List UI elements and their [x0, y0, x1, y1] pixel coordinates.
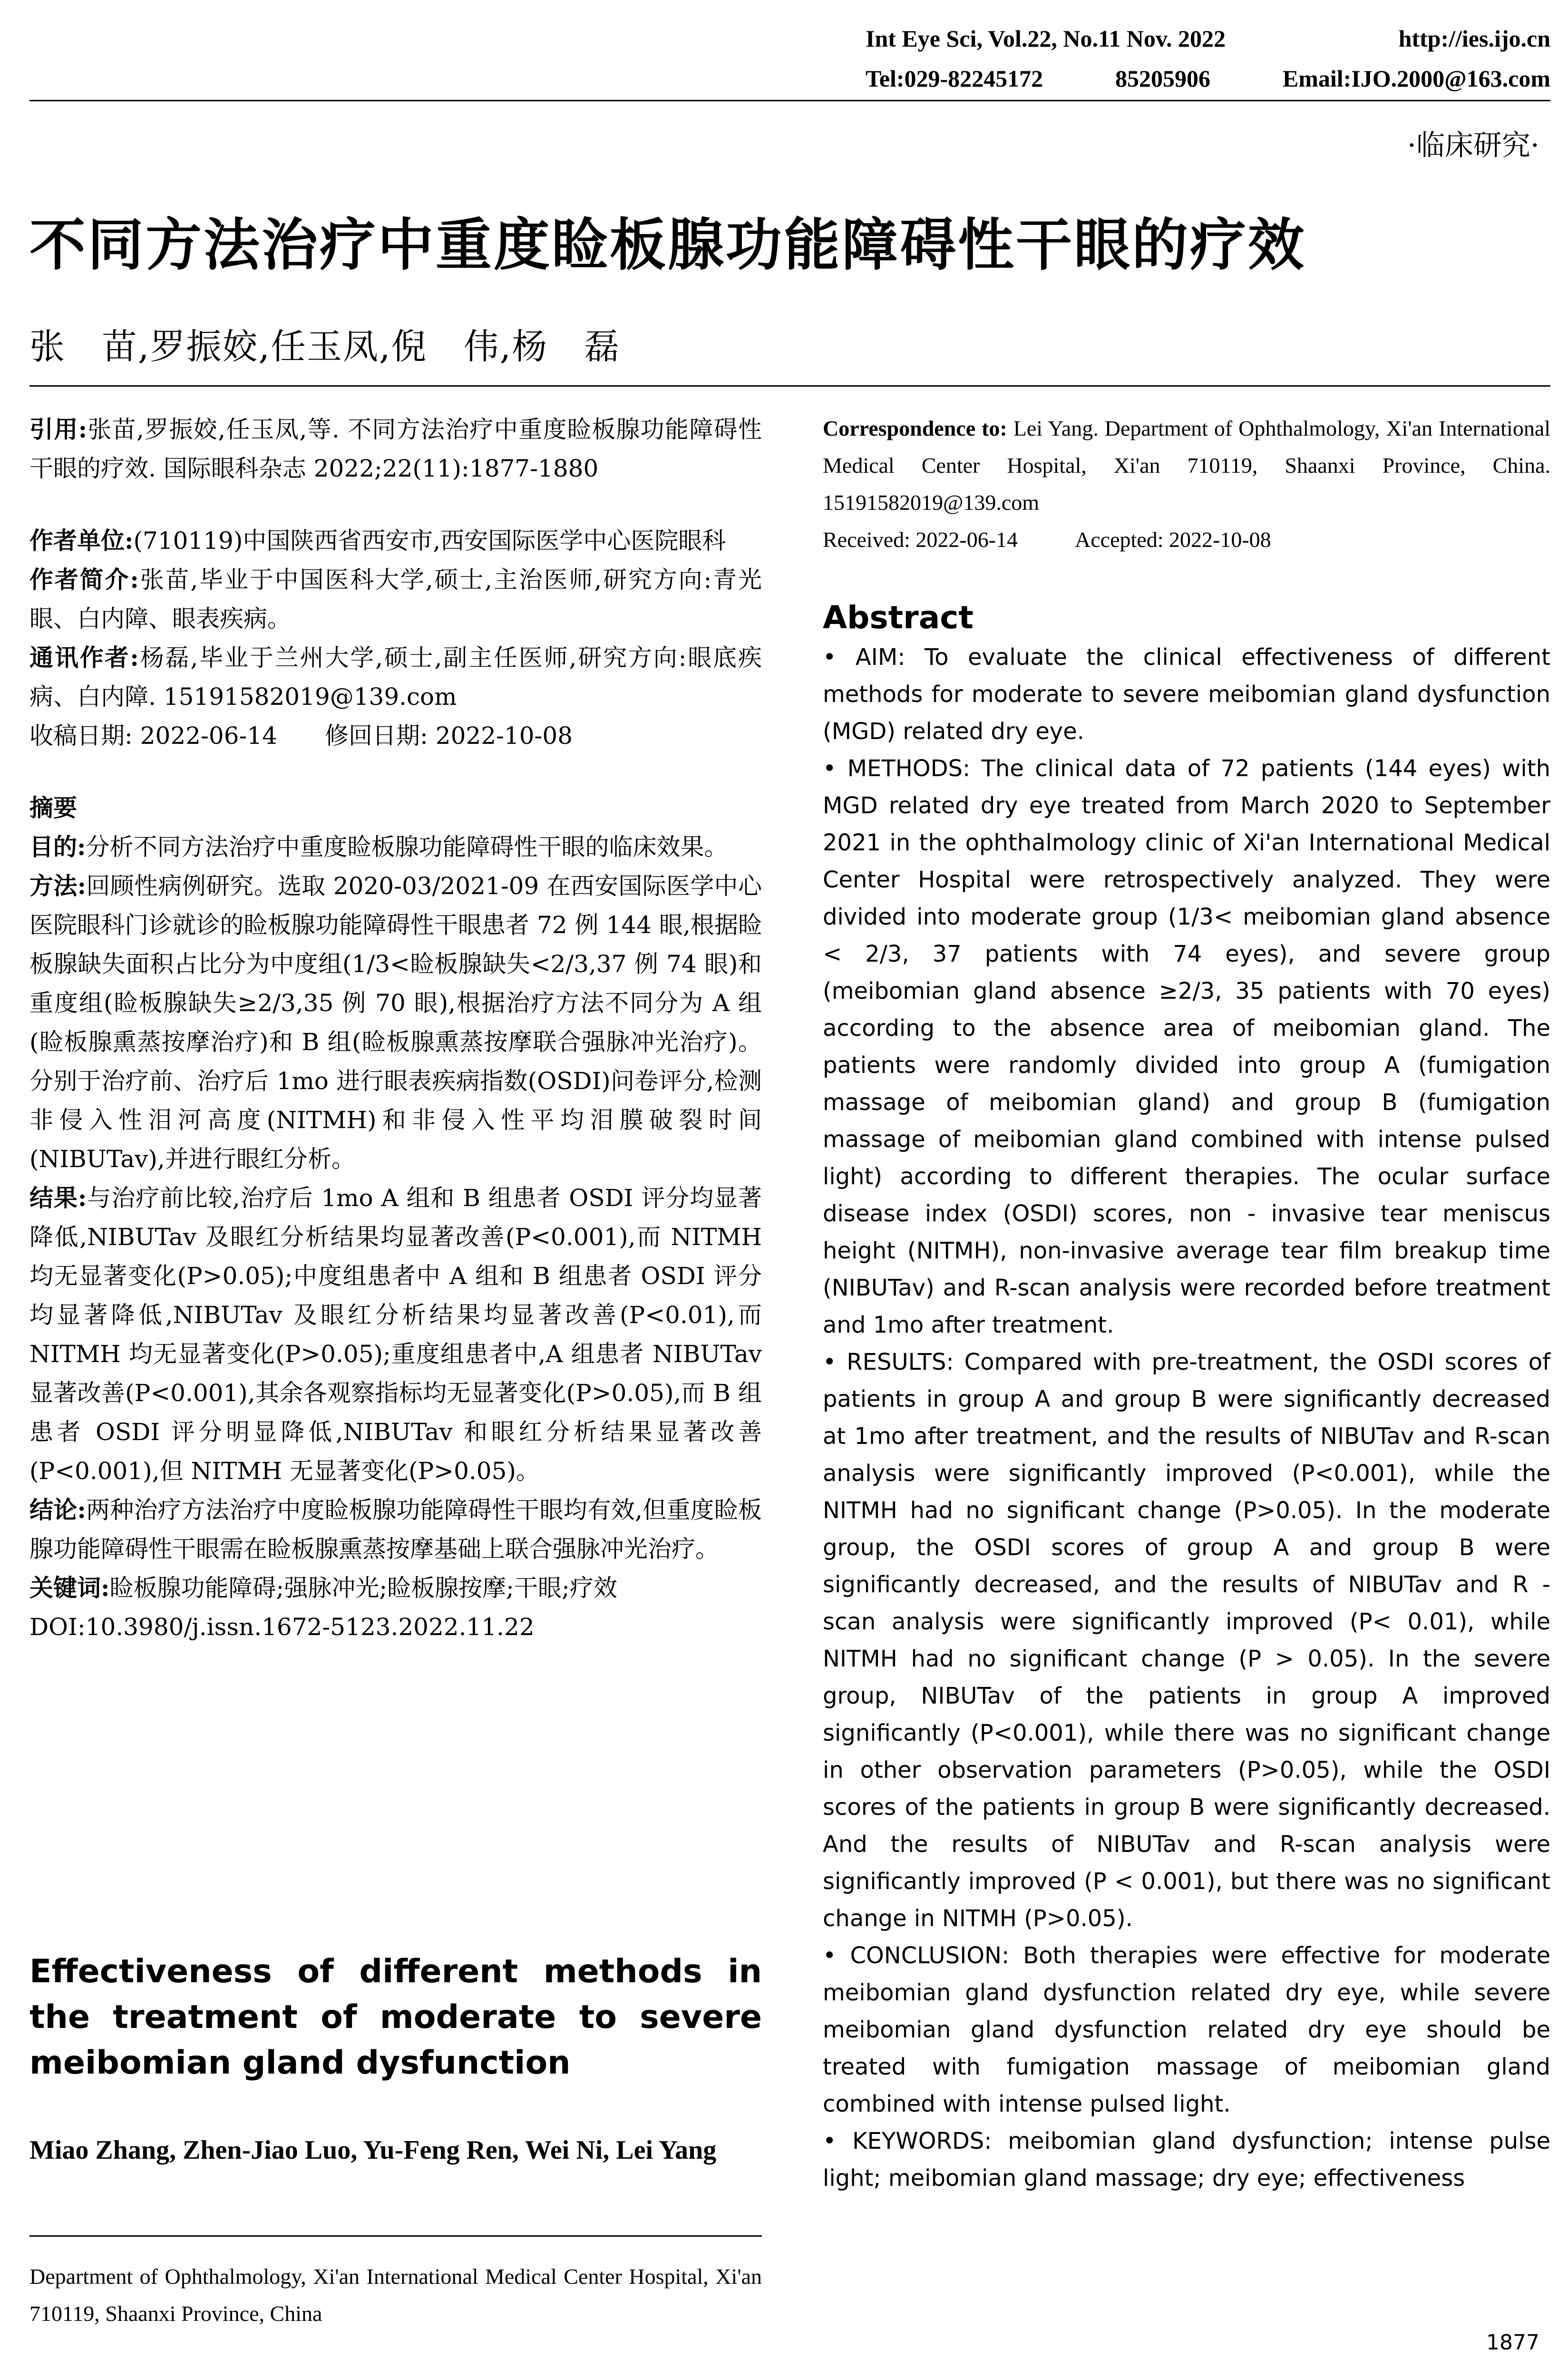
accepted-date: Accepted: 2022-10-08: [1075, 527, 1271, 552]
conclusion-text-cn: 两种治疗方法治疗中度睑板腺功能障碍性干眼均有效,但重度睑板腺功能障碍性干眼需在睑板腺熏蒸按摩基础上联合强脉冲光治疗。: [29, 1496, 762, 1563]
corresponding-author-label-cn: 通讯作者:: [29, 643, 139, 672]
journal-tel: Tel:029-82245172: [866, 65, 1043, 92]
authors-cn: 张 苗,罗振姣,任玉凤,倪 伟,杨 磊: [29, 326, 621, 367]
header-rule: [29, 100, 1550, 101]
results-label-cn: 结果:: [29, 1184, 87, 1212]
author-unit: [29, 521, 762, 560]
journal-tel-2: 85205906: [1115, 65, 1210, 92]
article-title-cn: 不同方法治疗中重度睑板腺功能障碍性干眼的疗效: [29, 212, 1306, 278]
left-column: [29, 410, 762, 1646]
methods-en: • METHODS: The clinical data of 72 patients (144 eyes) with MGD related dry eye treated from March 2020 to September 2021 in the ophthalmology clinic of Xi'an International Medical Center Hospital were retrospectively analyzed. They were divided into moderate group (1/3< meibomian gland absence < 2/3, 37 patients with 74 eyes), and severe group (meibomian gland absence ≥2/3, 35 patients with 70 eyes) according to the absence area of meibomian gland. The patients were randomly divided into group A (fumigation massage of meibomian gland) and group B (fumigation massage of meibomian gland combined with intense pulsed light) according to different therapies. The ocular surface disease index (OSDI) scores, non - invasive tear meniscus height (NITMH), non-invasive average tear film breakup time (NIBUTav) and R-scan analysis were recorded before treatment and 1mo after treatment.: [823, 755, 1550, 1338]
corresponding-author-cn: [29, 638, 762, 716]
correspondence-en: [823, 410, 1550, 521]
right-column: [823, 410, 1550, 558]
journal-header-line-1: [866, 25, 1550, 52]
keywords-label-cn: 关键词:: [29, 1574, 110, 1602]
affiliation-en: Department of Ophthalmology, Xi'an International Medical Center Hospital, Xi'an 710119, Shaanxi Province, China: [29, 2264, 762, 2326]
author-bio: [29, 560, 762, 638]
dates-cn: 收稿日期: 2022-06-14 修回日期: 2022-10-08: [29, 722, 573, 750]
results-en: • RESULTS: Compared with pre-treatment, the OSDI scores of patients in group A and group B were significantly decreased at 1mo after treatment, and the results of NIBUTav and R-scan analysis were significantly improved (P<0.001), while the NITMH had no significant change (P>0.05). In the moderate group, the OSDI scores of group A and group B were significantly decreased, and the results of NIBUTav and R - scan analysis were significantly improved (P< 0.01), while NITMH had no significant change (P > 0.05). In the severe group, NIBUTav of the patients in group A improved significantly (P<0.001), while there was no significant change in other observation parameters (P>0.05), while the OSDI scores of the patients in group B were significantly decreased. And the results of NIBUTav and R-scan analysis were significantly improved (P < 0.001), but there was no significant change in NITMH (P>0.05).: [823, 1349, 1550, 1932]
abstract-en: [823, 599, 1550, 2197]
methods-cn: [29, 867, 762, 1179]
author-bio-label: 作者简介:: [29, 565, 139, 594]
section-tag: ·临床研究·: [1407, 129, 1539, 162]
results-cn: [29, 1179, 762, 1490]
page-number: 1877: [1486, 2330, 1539, 2355]
citation-label: 引用:: [29, 415, 88, 443]
conclusion-en: • CONCLUSION: Both therapies were effective for moderate meibomian gland dysfunction related dry eye, while severe meibomian gland dysfunction related dry eye should be treated with fumigation massage of meibomian gland combined with intense pulsed light.: [823, 1942, 1550, 2117]
doi[interactable]: DOI:10.3980/j.issn.1672-5123.2022.11.22: [29, 1613, 535, 1641]
citation-block: [29, 410, 762, 488]
aim-text-cn: 分析不同方法治疗中重度睑板腺功能障碍性干眼的临床效果。: [86, 833, 728, 861]
correspondence-text-en: Lei Yang. Department of Ophthalmology, Xi'an International Medical Center Hospital, Xi'an 710119, Shaanxi Province, China. 15191582019@139.com: [823, 416, 1551, 515]
keywords-cn: [29, 1568, 762, 1607]
correspondence-label-en: Correspondence to:: [823, 416, 1007, 440]
journal-citation: Int Eye Sci, Vol.22, No.11 Nov. 2022: [866, 25, 1226, 52]
corresponding-author-text-cn: 杨磊,毕业于兰州大学,硕士,副主任医师,研究方向:眼底疾病、白内障. 15191582019@139.com: [29, 644, 762, 711]
authors-en: Miao Zhang, Zhen-Jiao Luo, Yu-Feng Ren, Wei Ni, Lei Yang: [29, 2135, 717, 2165]
abstract-heading-en: Abstract: [823, 599, 974, 636]
citation-text: 张苗,罗振姣,任玉凤,等. 不同方法治疗中重度睑板腺功能障碍性干眼的疗效. 国际眼科杂志 2022;22(11):1877-1880: [29, 416, 762, 482]
journal-url[interactable]: http://ies.ijo.cn: [1398, 25, 1550, 52]
journal-email[interactable]: Email:IJO.2000@163.com: [1282, 65, 1550, 92]
keywords-en: • KEYWORDS: meibomian gland dysfunction; intense pulse light; meibomian gland massage; dry eye; effectiveness: [823, 2128, 1550, 2192]
dates-en: [823, 521, 1550, 558]
received-date: Received: 2022-06-14: [823, 527, 1018, 552]
methods-label-cn: 方法:: [29, 872, 87, 900]
methods-text-cn: 回顾性病例研究。选取 2020-03/2021-09 在西安国际医学中心医院眼科门诊就诊的睑板腺功能障碍性干眼患者 72 例 144 眼,根据睑板腺缺失面积占比分为中度组(1/3<睑板腺缺失<2/3,37 例 74 眼)和重度组(睑板腺缺失≥2/3,35 例 70 眼),根据治疗方法不同分为 A 组(睑板腺熏蒸按摩治疗)和 B 组(睑板腺熏蒸按摩联合强脉冲光治疗)。分别于治疗前、治疗后 1mo 进行眼表疾病指数(OSDI)问卷评分,检测非侵入性泪河高度(NITMH)和非侵入性平均泪膜破裂时间(NIBUTav),并进行眼红分析。: [29, 872, 762, 1173]
conclusion-cn: [29, 1490, 762, 1568]
journal-header-line-2: [866, 65, 1550, 92]
aim-cn: [29, 828, 762, 867]
author-bio-text: 张苗,毕业于中国医科大学,硕士,主治医师,研究方向:青光眼、白内障、眼表疾病。: [29, 566, 762, 633]
keywords-text-cn: 睑板腺功能障碍;强脉冲光;睑板腺按摩;干眼;疗效: [109, 1574, 617, 1602]
conclusion-label-cn: 结论:: [29, 1496, 86, 1524]
article-title-en: Effectiveness of different methods in the treatment of moderate to severe meibomian gland dysfunction: [29, 1953, 762, 2082]
aim-label-cn: 目的:: [29, 833, 86, 861]
results-text-cn: 与治疗前比较,治疗后 1mo A 组和 B 组患者 OSDI 评分均显著降低,NIBUTav 及眼红分析结果均显著改善(P<0.001),而 NITMH 均无显著变化(P>0.05);中度组患者中 A 组和 B 组患者 OSDI 评分均显著降低,NIBUTav 及眼红分析结果均显著改善(P<0.01),而 NITMH 均无显著变化(P>0.05);重度组患者中,A 组患者 NIBUTav 显著改善(P<0.001),其余各观察指标均无显著变化(P>0.05),而 B 组患者 OSDI 评分明显降低,NIBUTav 和眼红分析结果显著改善(P<0.001),但 NITMH 无显著变化(P>0.05)。: [29, 1184, 762, 1485]
abstract-heading-cn: 摘要: [29, 794, 77, 822]
author-unit-text: (710119)中国陕西省西安市,西安国际医学中心医院眼科: [133, 527, 726, 555]
title-rule: [29, 385, 1550, 387]
author-unit-label: 作者单位:: [29, 526, 134, 555]
aim-en: • AIM: To evaluate the clinical effectiveness of different methods for moderate to severe meibomian gland dysfunction (MGD) related dry eye.: [823, 644, 1550, 745]
affiliation-rule: [29, 2235, 762, 2237]
